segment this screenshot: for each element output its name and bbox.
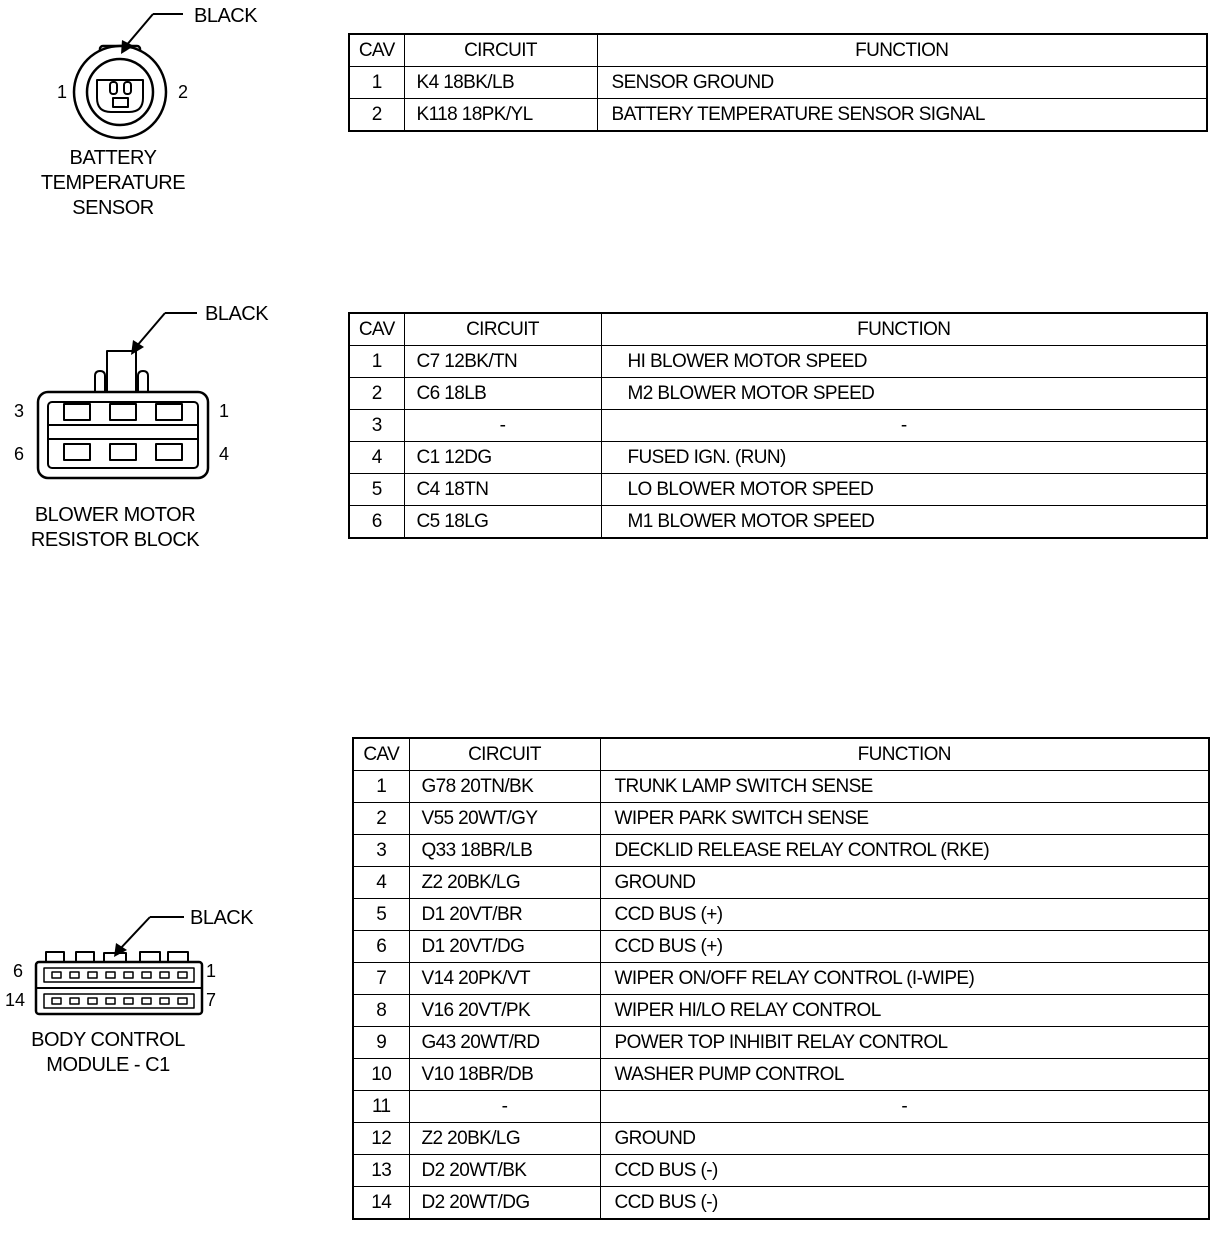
cell-function: HI BLOWER MOTOR SPEED bbox=[601, 346, 1207, 378]
cell-cav: 12 bbox=[353, 1123, 409, 1155]
connector-color-callout: BLACK bbox=[190, 907, 254, 929]
pin-label: 6 bbox=[14, 444, 25, 464]
cell-cav: 1 bbox=[349, 67, 404, 99]
cell-circuit: K118 18PK/YL bbox=[404, 99, 597, 132]
cell-cav: 5 bbox=[349, 474, 404, 506]
table-row bbox=[353, 867, 1209, 899]
header-cav: CAV bbox=[349, 313, 404, 346]
cell-cav: 3 bbox=[353, 835, 409, 867]
cell-circuit: G43 20WT/RD bbox=[409, 1027, 600, 1059]
table-row bbox=[349, 99, 1207, 132]
table-row bbox=[349, 506, 1207, 539]
cell-function: WIPER ON/OFF RELAY CONTROL (I-WIPE) bbox=[600, 963, 1209, 995]
cell-function: SENSOR GROUND bbox=[597, 67, 1207, 99]
cell-cav: 11 bbox=[353, 1091, 409, 1123]
cell-function: WIPER HI/LO RELAY CONTROL bbox=[600, 995, 1209, 1027]
cell-cav: 1 bbox=[353, 771, 409, 803]
table-row bbox=[353, 995, 1209, 1027]
table-row bbox=[353, 899, 1209, 931]
table-row bbox=[353, 963, 1209, 995]
cell-function: GROUND bbox=[600, 867, 1209, 899]
cell-circuit: D1 20VT/DG bbox=[409, 931, 600, 963]
table-row bbox=[349, 410, 1207, 442]
pin-label: 1 bbox=[219, 401, 230, 421]
table-row bbox=[353, 1155, 1209, 1187]
cell-function: - bbox=[601, 410, 1207, 442]
cell-function: M2 BLOWER MOTOR SPEED bbox=[601, 378, 1207, 410]
cell-circuit: Q33 18BR/LB bbox=[409, 835, 600, 867]
cell-cav: 10 bbox=[353, 1059, 409, 1091]
cell-function: CCD BUS (+) bbox=[600, 931, 1209, 963]
header-circuit: CIRCUIT bbox=[404, 34, 597, 67]
cell-circuit: C4 18TN bbox=[404, 474, 601, 506]
table-row bbox=[349, 346, 1207, 378]
header-function: FUNCTION bbox=[597, 34, 1207, 67]
cell-circuit: C6 18LB bbox=[404, 378, 601, 410]
cell-cav: 1 bbox=[349, 346, 404, 378]
cell-function: LO BLOWER MOTOR SPEED bbox=[601, 474, 1207, 506]
table-row bbox=[353, 771, 1209, 803]
cell-function: BATTERY TEMPERATURE SENSOR SIGNAL bbox=[597, 99, 1207, 132]
cell-circuit: C7 12BK/TN bbox=[404, 346, 601, 378]
cell-cav: 4 bbox=[353, 867, 409, 899]
cell-function: POWER TOP INHIBIT RELAY CONTROL bbox=[600, 1027, 1209, 1059]
cell-cav: 6 bbox=[349, 506, 404, 539]
cell-circuit: V16 20VT/PK bbox=[409, 995, 600, 1027]
table-header-row bbox=[353, 738, 1209, 771]
cell-circuit: V14 20PK/VT bbox=[409, 963, 600, 995]
cell-circuit: C5 18LG bbox=[404, 506, 601, 539]
cell-circuit: - bbox=[404, 410, 601, 442]
table-row bbox=[349, 378, 1207, 410]
header-function: FUNCTION bbox=[600, 738, 1209, 771]
connector-name: BODY CONTROL MODULE - C1 bbox=[31, 1029, 185, 1076]
cell-circuit: D2 20WT/BK bbox=[409, 1155, 600, 1187]
cell-function: WIPER PARK SWITCH SENSE bbox=[600, 803, 1209, 835]
cell-circuit: D1 20VT/BR bbox=[409, 899, 600, 931]
connector-color-callout: BLACK bbox=[194, 5, 258, 27]
cell-cav: 4 bbox=[349, 442, 404, 474]
cell-function: CCD BUS (-) bbox=[600, 1187, 1209, 1220]
blower-motor-resistor-block-drawing bbox=[38, 313, 208, 478]
cell-function: GROUND bbox=[600, 1123, 1209, 1155]
cell-function: FUSED IGN. (RUN) bbox=[601, 442, 1207, 474]
connector-name: BATTERY TEMPERATURE SENSOR bbox=[40, 147, 186, 219]
table-row bbox=[353, 931, 1209, 963]
header-circuit: CIRCUIT bbox=[409, 738, 600, 771]
header-cav: CAV bbox=[353, 738, 409, 771]
pin-label: 6 bbox=[13, 961, 24, 981]
cell-circuit: C1 12DG bbox=[404, 442, 601, 474]
cell-cav: 2 bbox=[353, 803, 409, 835]
cell-cav: 2 bbox=[349, 99, 404, 132]
pin-label: 7 bbox=[206, 990, 217, 1010]
cell-circuit: D2 20WT/DG bbox=[409, 1187, 600, 1220]
table-row bbox=[353, 1091, 1209, 1123]
pin-label: 3 bbox=[14, 401, 25, 421]
cell-function: CCD BUS (-) bbox=[600, 1155, 1209, 1187]
cell-circuit: Z2 20BK/LG bbox=[409, 867, 600, 899]
pin-label: 4 bbox=[219, 444, 230, 464]
pin-table-blower-motor-resistor-block bbox=[348, 312, 1208, 539]
connector-color-callout: BLACK bbox=[205, 303, 269, 325]
table-row bbox=[353, 835, 1209, 867]
table-row bbox=[349, 474, 1207, 506]
cell-cav: 6 bbox=[353, 931, 409, 963]
body-control-module-c1-drawing bbox=[36, 917, 202, 1014]
cell-cav: 2 bbox=[349, 378, 404, 410]
table-header-row bbox=[349, 313, 1207, 346]
table-row bbox=[353, 803, 1209, 835]
cell-circuit: K4 18BK/LB bbox=[404, 67, 597, 99]
header-circuit: CIRCUIT bbox=[404, 313, 601, 346]
cell-cav: 5 bbox=[353, 899, 409, 931]
table-row bbox=[353, 1187, 1209, 1220]
table-row bbox=[349, 67, 1207, 99]
cell-cav: 8 bbox=[353, 995, 409, 1027]
cell-function: CCD BUS (+) bbox=[600, 899, 1209, 931]
cell-function: DECKLID RELEASE RELAY CONTROL (RKE) bbox=[600, 835, 1209, 867]
cell-function: TRUNK LAMP SWITCH SENSE bbox=[600, 771, 1209, 803]
header-cav: CAV bbox=[349, 34, 404, 67]
pin-label: 2 bbox=[178, 82, 189, 102]
cell-function: - bbox=[600, 1091, 1209, 1123]
pin-table-body-control-module-c1 bbox=[352, 737, 1210, 1220]
cell-cav: 14 bbox=[353, 1187, 409, 1220]
pin-label: 14 bbox=[5, 990, 26, 1010]
cell-circuit: - bbox=[409, 1091, 600, 1123]
cell-circuit: V10 18BR/DB bbox=[409, 1059, 600, 1091]
cell-function: M1 BLOWER MOTOR SPEED bbox=[601, 506, 1207, 539]
table-row bbox=[353, 1059, 1209, 1091]
pin-label: 1 bbox=[206, 961, 217, 981]
cell-cav: 3 bbox=[349, 410, 404, 442]
cell-cav: 7 bbox=[353, 963, 409, 995]
cell-cav: 9 bbox=[353, 1027, 409, 1059]
battery-temperature-sensor-drawing bbox=[74, 14, 183, 138]
table-row bbox=[353, 1123, 1209, 1155]
header-function: FUNCTION bbox=[601, 313, 1207, 346]
connector-name: BLOWER MOTOR RESISTOR BLOCK bbox=[30, 504, 200, 551]
table-row bbox=[349, 442, 1207, 474]
cell-circuit: Z2 20BK/LG bbox=[409, 1123, 600, 1155]
cell-cav: 13 bbox=[353, 1155, 409, 1187]
cell-circuit: V55 20WT/GY bbox=[409, 803, 600, 835]
cell-circuit: G78 20TN/BK bbox=[409, 771, 600, 803]
pin-label: 1 bbox=[57, 82, 68, 102]
cell-function: WASHER PUMP CONTROL bbox=[600, 1059, 1209, 1091]
table-row bbox=[353, 1027, 1209, 1059]
table-header-row bbox=[349, 34, 1207, 67]
pin-table-battery-temperature-sensor bbox=[348, 33, 1208, 132]
